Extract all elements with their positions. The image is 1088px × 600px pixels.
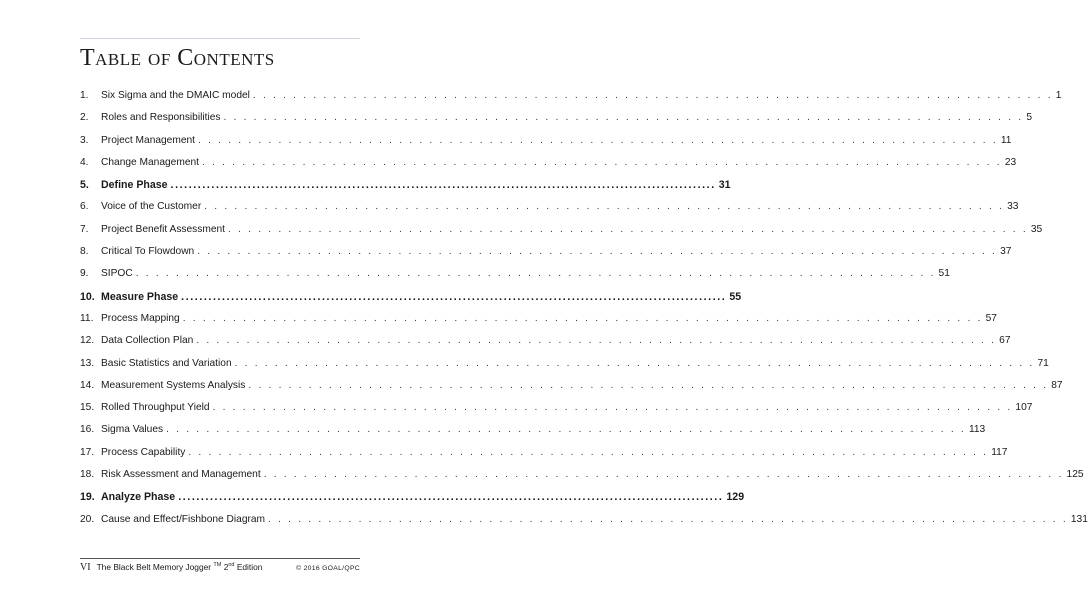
entry-number: 20.: [80, 513, 95, 525]
entry-page: 33: [1007, 201, 1019, 213]
entry-label: Project Benefit Assessment: [101, 223, 226, 235]
toc-entry-13[interactable]: [80, 357, 1049, 380]
footer-copyright: © 2016 GOAL/QPC: [296, 565, 360, 572]
entry-label: SIPOC: [101, 268, 133, 280]
entry-number: 12.: [80, 335, 95, 347]
toc-entry-7[interactable]: [80, 223, 1043, 246]
entry-label: Project Management: [101, 134, 196, 146]
entry-number: 7.: [80, 223, 89, 235]
entry-label: Define Phase: [101, 179, 168, 192]
entry-number: 18.: [80, 469, 95, 481]
entry-page: 125: [1066, 469, 1084, 481]
dot-leader: ........................................................................................................................: [181, 290, 727, 303]
dot-leader: . . . . . . . . . . . . . . . . . . . . . . . . . . . . . . . . . . . . . . . . . . . . . . . . . . . . . . . . . . . . . . . . . . . . . . . . . . . . . . . .: [196, 335, 997, 347]
entry-number: 17.: [80, 446, 95, 458]
dot-leader: . . . . . . . . . . . . . . . . . . . . . . . . . . . . . . . . . . . . . . . . . . . . . . . . . . . . . . . . . . . . . . . . . . . . . . . . . . . . . . . .: [223, 112, 1024, 124]
entry-number: 5.: [80, 179, 89, 192]
entry-page: 23: [1004, 156, 1017, 168]
entry-page: 51: [938, 268, 950, 280]
entry-page: 129: [726, 491, 745, 504]
entry-page: 67: [999, 335, 1011, 347]
entry-label: Six Sigma and the DMAIC model: [101, 90, 250, 101]
entry-number: 16.: [80, 424, 95, 436]
top-rule: [80, 38, 360, 39]
entry-page: 37: [1000, 246, 1012, 258]
entry-page: 5: [1026, 112, 1032, 124]
footer-book-title: [97, 562, 263, 572]
entry-page: 87: [1051, 379, 1063, 391]
entry-number: 9.: [80, 268, 89, 280]
entry-page: 107: [1015, 402, 1033, 414]
entry-label: Basic Statistics and Variation: [101, 357, 232, 369]
dot-leader: ........................................................................................................................: [170, 179, 716, 192]
dot-leader: . . . . . . . . . . . . . . . . . . . . . . . . . . . . . . . . . . . . . . . . . . . . . . . . . . . . . . . . . . . . . . . . . . . . . . . . . . . . . . . .: [252, 90, 1053, 101]
entry-number: 8.: [80, 246, 89, 258]
entry-label: Change Management: [101, 156, 199, 168]
entry-label: Roles and Responsibilities: [101, 112, 221, 124]
edition-number: 2: [223, 562, 229, 572]
toc-entry-10[interactable]: [80, 290, 742, 313]
entry-page: 57: [985, 312, 997, 324]
toc-entry-3[interactable]: [80, 134, 1012, 157]
entry-number: 13.: [80, 357, 95, 369]
dot-leader: . . . . . . . . . . . . . . . . . . . . . . . . . . . . . . . . . . . . . . . . . . . . . . . . . . . . . . . . . . . . . . . . . . . . . . . . . . . . . . . .: [268, 513, 1068, 525]
page-title: Table of Contents: [80, 45, 275, 71]
entry-number: 19.: [80, 491, 95, 504]
entry-label: Cause and Effect/Fishbone Diagram: [101, 513, 266, 525]
toc-entry-14[interactable]: [80, 379, 1063, 402]
dot-leader: . . . . . . . . . . . . . . . . . . . . . . . . . . . . . . . . . . . . . . . . . . . . . . . . . . . . . . . . . . . . . . . . . . . . . . . . . . . . . . . .: [248, 379, 1049, 391]
entry-page: 71: [1037, 357, 1049, 369]
footer-rule: [80, 558, 360, 559]
entry-label: Analyze Phase: [101, 491, 176, 504]
footer-page-number: VI: [80, 562, 91, 573]
dot-leader: . . . . . . . . . . . . . . . . . . . . . . . . . . . . . . . . . . . . . . . . . . . . . . . . . . . . . . . . . . . . . . . . . . . . . . . . . . . . . . . .: [263, 469, 1064, 481]
toc-entry-11[interactable]: [80, 312, 997, 335]
toc-entry-16[interactable]: [80, 424, 986, 446]
entry-page: 55: [729, 290, 742, 303]
dot-leader: . . . . . . . . . . . . . . . . . . . . . . . . . . . . . . . . . . . . . . . . . . . . . . . . . . . . . . . . . . . . . . . . . . . . . . . . . . . . . . . .: [197, 246, 998, 258]
entry-number: 4.: [80, 156, 89, 168]
entry-number: 14.: [80, 379, 95, 391]
toc-entry-18[interactable]: [80, 469, 1084, 491]
entry-label: Sigma Values: [101, 424, 164, 436]
entry-label: Measurement Systems Analysis: [101, 379, 246, 391]
entry-number: 6.: [80, 201, 89, 213]
entry-page: 113: [968, 424, 986, 436]
entry-page: 11: [1000, 134, 1012, 146]
entry-label: Critical To Flowdown: [101, 246, 195, 258]
entry-number: 11.: [80, 312, 94, 324]
dot-leader: . . . . . . . . . . . . . . . . . . . . . . . . . . . . . . . . . . . . . . . . . . . . . . . . . . . . . . . . . . . . . . . . . . . . . . . . . . . . . . . .: [182, 312, 983, 324]
entry-label: Risk Assessment and Management: [101, 469, 261, 481]
entry-page: 1: [1055, 90, 1062, 101]
toc-entry-5[interactable]: [80, 179, 731, 201]
entry-page: 31: [718, 179, 731, 192]
toc-entry-20[interactable]: [80, 513, 1088, 536]
toc-entry-19[interactable]: [80, 491, 745, 513]
entry-label: Process Capability: [101, 446, 186, 458]
dot-leader: . . . . . . . . . . . . . . . . . . . . . . . . . . . . . . . . . . . . . . . . . . . . . . . . . . . . . . . . . . . . . . . . . . . . . . . . . . . . . . . .: [198, 134, 998, 146]
toc-entry-17[interactable]: [80, 446, 1008, 469]
entry-page: 131: [1070, 513, 1088, 525]
trademark-mark: TM: [213, 562, 222, 569]
entry-label: Process Mapping: [101, 312, 180, 324]
dot-leader: . . . . . . . . . . . . . . . . . . . . . . . . . . . . . . . . . . . . . . . . . . . . . . . . . . . . . . . . . . . . . . . . . . . . . . . . . . . . . . . .: [228, 223, 1028, 235]
dot-leader: . . . . . . . . . . . . . . . . . . . . . . . . . . . . . . . . . . . . . . . . . . . . . . . . . . . . . . . . . . . . . . . . . . . . . . . . . . . . . . . .: [234, 357, 1035, 369]
edition-suffix: nd: [228, 562, 235, 569]
dot-leader: . . . . . . . . . . . . . . . . . . . . . . . . . . . . . . . . . . . . . . . . . . . . . . . . . . . . . . . . . . . . . . . . . . . . . . . . . . . . . . . .: [135, 268, 936, 280]
entry-label: Data Collection Plan: [101, 335, 194, 347]
entry-number: 2.: [80, 112, 89, 124]
entry-page: 117: [991, 446, 1008, 458]
entry-number: 3.: [80, 134, 89, 146]
edition-word: Edition: [236, 562, 263, 572]
entry-number: 10.: [80, 290, 95, 303]
dot-leader: . . . . . . . . . . . . . . . . . . . . . . . . . . . . . . . . . . . . . . . . . . . . . . . . . . . . . . . . . . . . . . . . . . . . . . . . . . . . . . . .: [166, 424, 966, 436]
toc-entry-4[interactable]: [80, 156, 1017, 179]
toc-entry-1[interactable]: [80, 90, 1062, 112]
toc-list: [80, 90, 1088, 536]
toc-entry-6[interactable]: [80, 201, 1019, 223]
entry-number: 15.: [80, 402, 95, 414]
dot-leader: . . . . . . . . . . . . . . . . . . . . . . . . . . . . . . . . . . . . . . . . . . . . . . . . . . . . . . . . . . . . . . . . . . . . . . . . . . . . . . . .: [212, 402, 1013, 414]
entry-number: 1.: [80, 90, 89, 101]
entry-label: Voice of the Customer: [101, 201, 202, 213]
toc-entry-8[interactable]: [80, 246, 1012, 268]
toc-entry-15[interactable]: [80, 402, 1033, 424]
toc-entry-9[interactable]: [80, 268, 950, 290]
dot-leader: . . . . . . . . . . . . . . . . . . . . . . . . . . . . . . . . . . . . . . . . . . . . . . . . . . . . . . . . . . . . . . . . . . . . . . . . . . . . . . . .: [188, 446, 989, 458]
toc-entry-12[interactable]: [80, 335, 1011, 357]
dot-leader: . . . . . . . . . . . . . . . . . . . . . . . . . . . . . . . . . . . . . . . . . . . . . . . . . . . . . . . . . . . . . . . . . . . . . . . . . . . . . . . .: [204, 201, 1005, 213]
toc-entry-2[interactable]: [80, 112, 1032, 134]
entry-label: Measure Phase: [101, 290, 179, 303]
dot-leader: ........................................................................................................................: [178, 491, 724, 504]
entry-label: Rolled Throughput Yield: [101, 402, 210, 414]
footer: [80, 562, 360, 573]
entry-page: 35: [1030, 223, 1043, 235]
book-title-text: The Black Belt Memory Jogger: [96, 562, 212, 572]
dot-leader: . . . . . . . . . . . . . . . . . . . . . . . . . . . . . . . . . . . . . . . . . . . . . . . . . . . . . . . . . . . . . . . . . . . . . . . . . . . . . . . .: [201, 156, 1002, 168]
